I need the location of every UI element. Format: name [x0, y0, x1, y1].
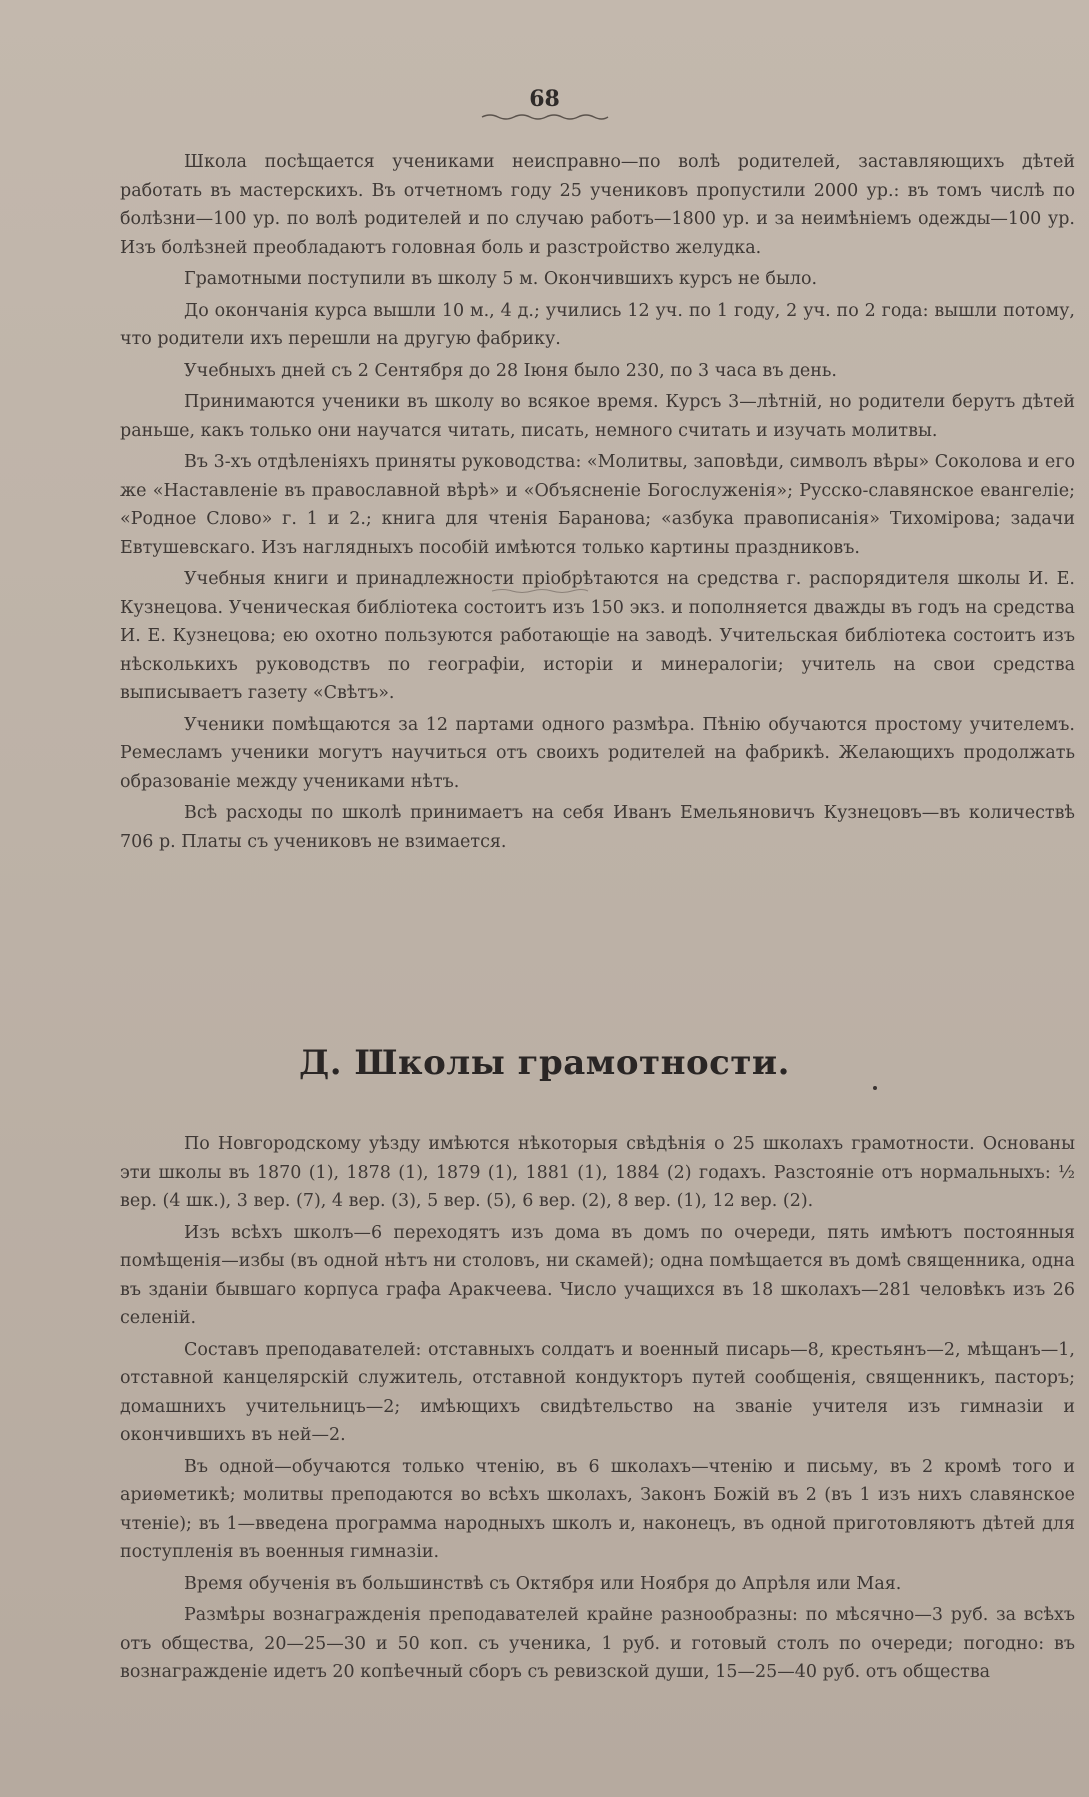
paragraph: Размѣры вознагражденія преподавателей крайне разнообразны: по мѣсячно—3 руб. за всѣхъ отъ общества, 20—25—30 и 50 коп. съ ученика, 1 руб. и готовый столъ по очереди; погодно: въ вознагражденіе идетъ 20 копѣечный сборъ съ ревизской души, 15—25—40 руб. отъ общества	[120, 1605, 1075, 1682]
paragraph: Учебныя книги и принадлежности пріобрѣтаются на средства г. распорядителя школы И. Е. Кузнецова. Ученическая библіотека состоитъ изъ 150 экз. и пополняется дважды въ годъ на средства И. Е. Кузнецова; ею охотно пользуются работающіе на заводѣ. Учительская библіотека состоитъ изъ нѣсколькихъ руководствъ по географіи, исторіи и минералогіи; учитель на свои средства выписываетъ газету «Свѣтъ».	[120, 569, 1075, 703]
paragraph: Въ одной—обучаются только чтенію, въ 6 школахъ—чтенію и письму, въ 2 кромѣ того и ариѳметикѣ; молитвы преподаются во всѣхъ школахъ, Законъ Божій въ 2 (въ 1 изъ нихъ славянское чтеніе); въ 1—введена программа народныхъ школъ и, наконецъ, въ одной приготовляютъ дѣтей для поступленія въ военныя гимназіи.	[120, 1456, 1075, 1562]
page-number: 68	[529, 86, 560, 112]
paragraph: Грамотными поступили въ школу 5 м. Окончившихъ курсъ не было.	[184, 269, 818, 289]
paragraph: Ученики помѣщаются за 12 партами одного размѣра. Пѣнію обучаются простому учителемъ. Ремесламъ ученики могутъ научиться отъ своихъ родителей на фабрикѣ. Желающихъ продолжать образованіе между учениками нѣтъ.	[120, 714, 1075, 792]
paragraph: Всѣ расходы по школѣ принимаетъ на себя Иванъ Емельяновичъ Кузнецовъ—въ количествѣ 706 р. Платы съ учениковъ не взимается.	[120, 803, 1075, 852]
paragraph: Принимаются ученики въ школу во всякое время. Курсъ 3—лѣтній, но родители берутъ дѣтей раньше, какъ только они научатся читать, писать, немного считать и изучать молитвы.	[120, 392, 1075, 441]
paragraph: По Новгородскому уѣзду имѣются нѣкоторыя свѣдѣнія о 25 школахъ грамотности. Основаны эти школы въ 1870 (1), 1878 (1), 1879 (1), 1881 (1), 1884 (2) годахъ. Разстояніе отъ нормальныхъ: ½ вер. (4 шк.), 3 вер. (7), 4 вер. (3), 5 вер. (5), 6 вер. (2), 8 вер. (1), 12 вер. (2).	[120, 1134, 1075, 1211]
top-section-text	[120, 148, 1075, 859]
ink-speck	[873, 1086, 877, 1090]
section-body-text	[120, 1130, 1075, 1690]
section-divider-ornament	[490, 588, 590, 594]
section-heading: Д. Школы грамотности.	[299, 1043, 790, 1083]
paragraph: Составъ преподавателей: отставныхъ солдатъ и военный писарь—8, крестьянъ—2, мѣщанъ—1, отставной канцелярскій служитель, отставной кондукторъ путей сообщенія, священникъ, пасторъ; домашнихъ учительницъ—2; имѣющихъ свидѣтельство на званіе учителя изъ гимназіи и окончившихъ въ ней—2.	[120, 1339, 1075, 1445]
paragraph: Учебныхъ дней съ 2 Сентября до 28 Іюня было 230, по 3 часа въ день.	[184, 360, 837, 381]
paragraph: Изъ всѣхъ школъ—6 переходятъ изъ дома въ домъ по очереди, пять имѣютъ постоянныя помѣщенія—избы (въ одной нѣтъ ни столовъ, ни скамей); одна помѣщается въ домѣ священника, одна въ зданіи бывшаго корпуса графа Аракчеева. Число учащихся въ 18 школахъ—281 человѣкъ изъ 26 селеній.	[120, 1222, 1075, 1328]
paragraph: До окончанія курса вышли 10 м., 4 д.; учились 12 уч. по 1 году, 2 уч. по 2 года: вышли потому, что родители ихъ перешли на другую фабрику.	[120, 300, 1075, 349]
paragraph: Время обученія въ большинствѣ съ Октября или Ноября до Апрѣля или Мая.	[184, 1573, 902, 1594]
ornament-wave-top	[480, 112, 610, 122]
paragraph: Школа посѣщается учениками неисправно—по волѣ родителей, заставляющихъ дѣтей работать въ мастерскихъ. Въ отчетномъ году 25 учениковъ пропустили 2000 ур.: въ томъ числѣ по болѣзни—100 ур. по волѣ родителей и по случаю работъ—1800 ур. и за неимѣніемъ одежды—100 ур. Изъ болѣзней преобладаютъ головная боль и разстройство желудка.	[120, 152, 1075, 258]
paragraph: Въ 3-хъ отдѣленіяхъ приняты руководства: «Молитвы, заповѣди, символъ вѣры» Соколова и его же «Наставленіе въ православной вѣрѣ» и «Объясненіе Богослуженія»; Русско-славянское евангеліе; «Родное Слово» г. 1 и 2.; книга для чтенія Баранова; «азбука правописанія» Тихоміровa; задачи Евтушевскаго. Изъ наглядныхъ пособій имѣются только картины праздниковъ.	[120, 452, 1075, 558]
